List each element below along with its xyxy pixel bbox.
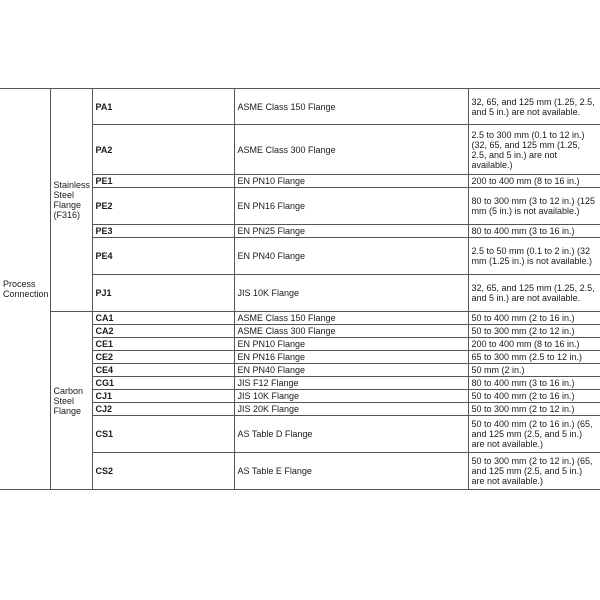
flange-description: ASME Class 300 Flange (234, 325, 468, 338)
size-range: 50 to 400 mm (2 to 16 in.) (65, and 125 mm (2.5, and 5 in.) are not available.) (468, 416, 600, 453)
model-code: CA1 (92, 312, 234, 325)
model-code: CG1 (92, 377, 234, 390)
size-range: 50 mm (2 in.) (468, 364, 600, 377)
group-label-stainless: Stainless Steel Flange (F316) (50, 89, 92, 312)
category-cell: Process Connection (0, 89, 50, 490)
size-range: 80 to 400 mm (3 to 16 in.) (468, 377, 600, 390)
size-range: 50 to 300 mm (2 to 12 in.) (65, and 125 mm (2.5, and 5 in.) are not available.) (468, 453, 600, 490)
model-code: PA1 (92, 89, 234, 125)
model-code: PJ1 (92, 275, 234, 312)
model-code: CS2 (92, 453, 234, 490)
model-code: CE1 (92, 338, 234, 351)
model-code: CJ1 (92, 390, 234, 403)
model-code: PE2 (92, 188, 234, 225)
size-range: 50 to 400 mm (2 to 16 in.) (468, 390, 600, 403)
flange-description: AS Table E Flange (234, 453, 468, 490)
flange-description: EN PN25 Flange (234, 225, 468, 238)
model-code: PE4 (92, 238, 234, 275)
size-range: 65 to 300 mm (2.5 to 12 in.) (468, 351, 600, 364)
model-code: CE2 (92, 351, 234, 364)
flange-description: EN PN10 Flange (234, 175, 468, 188)
size-range: 2.5 to 50 mm (0.1 to 2 in.) (32 mm (1.25 in.) is not available.) (468, 238, 600, 275)
flange-description: EN PN40 Flange (234, 238, 468, 275)
size-range: 80 to 400 mm (3 to 16 in.) (468, 225, 600, 238)
size-range: 32, 65, and 125 mm (1.25, 2.5, and 5 in.) are not available. (468, 89, 600, 125)
model-code: PA2 (92, 125, 234, 175)
size-range: 2.5 to 300 mm (0.1 to 12 in.) (32, 65, and 125 mm (1.25, 2.5, and 5 in.) are not available.) (468, 125, 600, 175)
flange-description: EN PN40 Flange (234, 364, 468, 377)
flange-description: JIS 20K Flange (234, 403, 468, 416)
group-label-carbon: Carbon Steel Flange (50, 312, 92, 490)
size-range: 50 to 300 mm (2 to 12 in.) (468, 325, 600, 338)
flange-description: ASME Class 150 Flange (234, 312, 468, 325)
flange-description: JIS F12 Flange (234, 377, 468, 390)
size-range: 200 to 400 mm (8 to 16 in.) (468, 175, 600, 188)
model-code: PE3 (92, 225, 234, 238)
size-range: 32, 65, and 125 mm (1.25, 2.5, and 5 in.) are not available. (468, 275, 600, 312)
size-range: 50 to 300 mm (2 to 12 in.) (468, 403, 600, 416)
model-code: CS1 (92, 416, 234, 453)
flange-description: EN PN16 Flange (234, 351, 468, 364)
flange-description: JIS 10K Flange (234, 275, 468, 312)
size-range: 80 to 300 mm (3 to 12 in.) (125 mm (5 in.) is not available.) (468, 188, 600, 225)
model-code: CE4 (92, 364, 234, 377)
flange-description: EN PN16 Flange (234, 188, 468, 225)
model-code: CA2 (92, 325, 234, 338)
size-range: 200 to 400 mm (8 to 16 in.) (468, 338, 600, 351)
flange-description: ASME Class 300 Flange (234, 125, 468, 175)
model-code: CJ2 (92, 403, 234, 416)
process-connection-table (0, 88, 600, 490)
flange-description: AS Table D Flange (234, 416, 468, 453)
flange-description: ASME Class 150 Flange (234, 89, 468, 125)
size-range: 50 to 400 mm (2 to 16 in.) (468, 312, 600, 325)
model-code: PE1 (92, 175, 234, 188)
flange-description: JIS 10K Flange (234, 390, 468, 403)
flange-description: EN PN10 Flange (234, 338, 468, 351)
